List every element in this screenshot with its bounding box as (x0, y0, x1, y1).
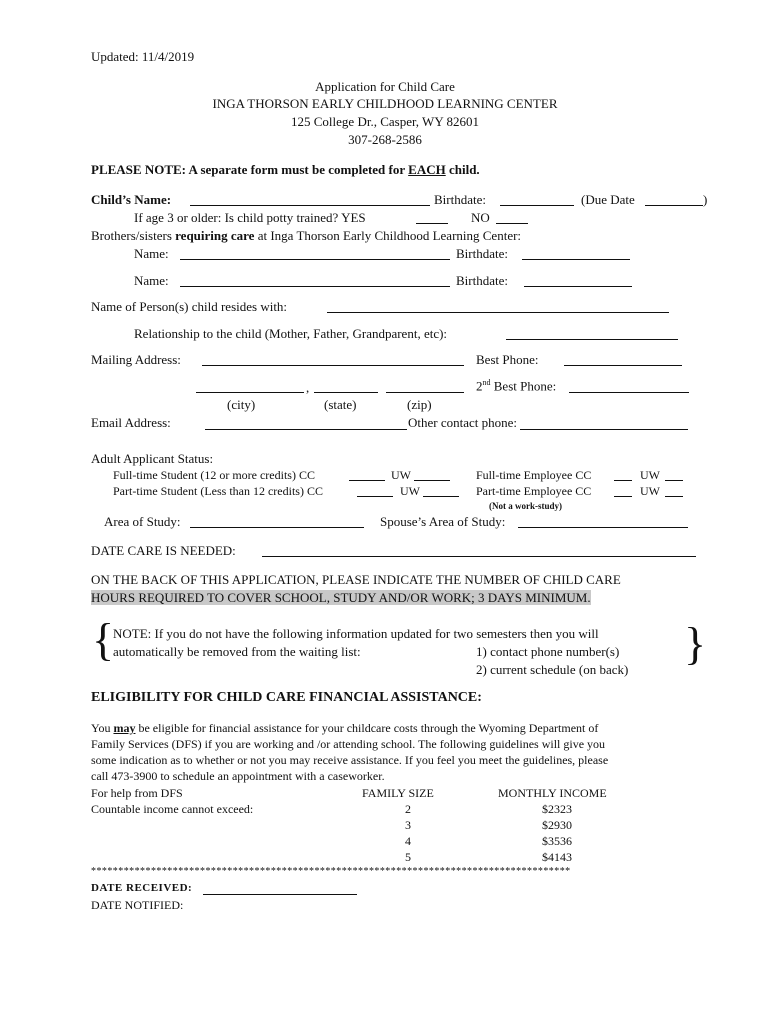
sibling-2-name-field[interactable] (180, 286, 450, 287)
due-date-label: (Due Date (581, 192, 635, 207)
potty-no-field[interactable] (496, 223, 528, 224)
child-birthdate-field[interactable] (500, 205, 574, 206)
ft-employee-label: Full-time Employee CC (476, 468, 592, 482)
area-of-study-field[interactable] (190, 527, 364, 528)
waitlist-note-line-1: NOTE: If you do not have the following information updated for two semesters then you will (113, 626, 599, 641)
family-size-cell: 5 (405, 850, 411, 864)
second-best-phone-field[interactable] (569, 392, 689, 393)
sibling-2-birthdate-label: Birthdate: (456, 273, 508, 288)
ft-student-uw-label: UW (391, 468, 411, 482)
date-notified-label: DATE NOTIFIED: (91, 898, 184, 912)
monthly-income-cell: $2930 (542, 818, 572, 832)
potty-question: If age 3 or older: Is child potty trained? YES (134, 210, 366, 225)
waitlist-note-line-2: automatically be removed from the waiting list: (113, 644, 361, 659)
eligibility-heading: ELIGIBILITY FOR CHILD CARE FINANCIAL ASSISTANCE: (91, 690, 482, 705)
date-received-label: DATE RECEIVED: (91, 882, 193, 894)
sibling-2-birthdate-field[interactable] (524, 286, 632, 287)
sibling-1-name-label: Name: (134, 246, 169, 261)
monthly-income-cell: $3536 (542, 834, 572, 848)
separate-form-notice: PLEASE NOTE: A separate form must be completed for EACH child. (91, 162, 480, 177)
dfs-help-label: For help from DFS (91, 786, 183, 800)
back-note-line-2: HOURS REQUIRED TO COVER SCHOOL, STUDY AND/OR WORK; 3 DAYS MINIMUM. (91, 590, 591, 605)
spouse-area-label: Spouse’s Area of Study: (380, 514, 506, 529)
spouse-area-field[interactable] (518, 527, 688, 528)
state-field[interactable] (314, 392, 378, 393)
back-note-line-1: ON THE BACK OF THIS APPLICATION, PLEASE INDICATE THE NUMBER OF CHILD CARE (91, 572, 621, 587)
child-name-label: Child’s Name: (91, 192, 172, 207)
ft-employee-uw-field[interactable] (665, 480, 683, 481)
updated-date: Updated: 11/4/2019 (91, 49, 195, 64)
family-size-cell: 2 (405, 802, 411, 816)
date-needed-label: DATE CARE IS NEEDED: (91, 543, 236, 558)
eligibility-paragraph-line-3: some indication as to whether or not you may receive assistance. If you feel you meet the guidelines, please (91, 753, 609, 767)
email-label: Email Address: (91, 415, 171, 430)
mailing-address-field[interactable] (202, 365, 464, 366)
address-comma: , (306, 380, 310, 395)
pt-student-cc-field[interactable] (357, 496, 393, 497)
sibling-2-name-label: Name: (134, 273, 169, 288)
ft-student-uw-field[interactable] (414, 480, 450, 481)
stars-divider: **************************************************************************************** (91, 867, 571, 877)
second-best-phone-label: 2nd Best Phone: (476, 378, 557, 394)
family-size-header: FAMILY SIZE (362, 786, 434, 800)
resides-with-field[interactable] (327, 312, 669, 313)
eligibility-paragraph-line-4: call 473-3900 to schedule an appointment with a caseworker. (91, 769, 385, 783)
waitlist-item-2: 2) current schedule (on back) (476, 662, 629, 677)
ft-student-cc-field[interactable] (349, 480, 385, 481)
zip-caption: (zip) (407, 397, 432, 412)
other-phone-field[interactable] (520, 429, 688, 430)
monthly-income-header: MONTHLY INCOME (498, 786, 607, 800)
pt-student-label: Part-time Student (Less than 12 credits) CC (113, 484, 323, 498)
work-study-note: (Not a work-study) (489, 501, 562, 511)
zip-field[interactable] (386, 392, 464, 393)
other-phone-label: Other contact phone: (408, 415, 518, 430)
area-of-study-label: Area of Study: (104, 514, 181, 529)
left-brace: { (92, 614, 115, 665)
center-address: 125 College Dr., Casper, WY 82601 (291, 114, 479, 129)
sibling-1-birthdate-label: Birthdate: (456, 246, 508, 261)
form-title: Application for Child Care (315, 79, 455, 94)
eligibility-paragraph-line-1: You may be eligible for financial assistance for your childcare costs through the Wyoming Department of (91, 721, 599, 735)
due-date-close: ) (703, 192, 708, 207)
pt-employee-label: Part-time Employee CC (476, 484, 592, 498)
countable-income-label: Countable income cannot exceed: (91, 802, 254, 816)
due-date-field[interactable] (645, 205, 703, 206)
ft-student-label: Full-time Student (12 or more credits) CC (113, 468, 315, 482)
best-phone-field[interactable] (564, 365, 682, 366)
pt-student-uw-field[interactable] (423, 496, 459, 497)
center-name: INGA THORSON EARLY CHILDHOOD LEARNING CENTER (212, 96, 558, 111)
child-name-field[interactable] (190, 205, 430, 206)
pt-employee-cc-field[interactable] (614, 496, 632, 497)
resides-with-label: Name of Person(s) child resides with: (91, 299, 288, 314)
eligibility-paragraph-line-2: Family Services (DFS) if you are working and /or attending school. The following guidelines will give you (91, 737, 606, 751)
pt-student-uw-label: UW (400, 484, 420, 498)
pt-employee-uw-field[interactable] (665, 496, 683, 497)
potty-yes-field[interactable] (416, 223, 448, 224)
city-caption: (city) (227, 397, 256, 412)
mailing-address-label: Mailing Address: (91, 352, 181, 367)
child-birthdate-label: Birthdate: (434, 192, 486, 207)
state-caption: (state) (324, 397, 357, 412)
siblings-heading: Brothers/sisters requiring care at Inga Thorson Early Childhood Learning Center: (91, 228, 522, 243)
family-size-cell: 3 (405, 818, 411, 832)
relationship-label: Relationship to the child (Mother, Father, Grandparent, etc): (134, 326, 448, 341)
waitlist-item-1: 1) contact phone number(s) (476, 644, 620, 659)
best-phone-label: Best Phone: (476, 352, 539, 367)
family-size-cell: 4 (405, 834, 411, 848)
email-field[interactable] (205, 429, 407, 430)
date-needed-field[interactable] (262, 556, 696, 557)
city-field[interactable] (196, 392, 304, 393)
center-phone: 307-268-2586 (348, 132, 422, 147)
adult-status-heading: Adult Applicant Status: (91, 451, 214, 466)
relationship-field[interactable] (506, 339, 678, 340)
ft-employee-cc-field[interactable] (614, 480, 632, 481)
potty-no-label: NO (471, 210, 490, 225)
date-received-field[interactable] (203, 894, 357, 895)
pt-employee-uw-label: UW (640, 484, 660, 498)
monthly-income-cell: $2323 (542, 802, 572, 816)
sibling-1-birthdate-field[interactable] (522, 259, 630, 260)
monthly-income-cell: $4143 (542, 850, 572, 864)
ft-employee-uw-label: UW (640, 468, 660, 482)
right-brace: } (684, 618, 707, 669)
sibling-1-name-field[interactable] (180, 259, 450, 260)
